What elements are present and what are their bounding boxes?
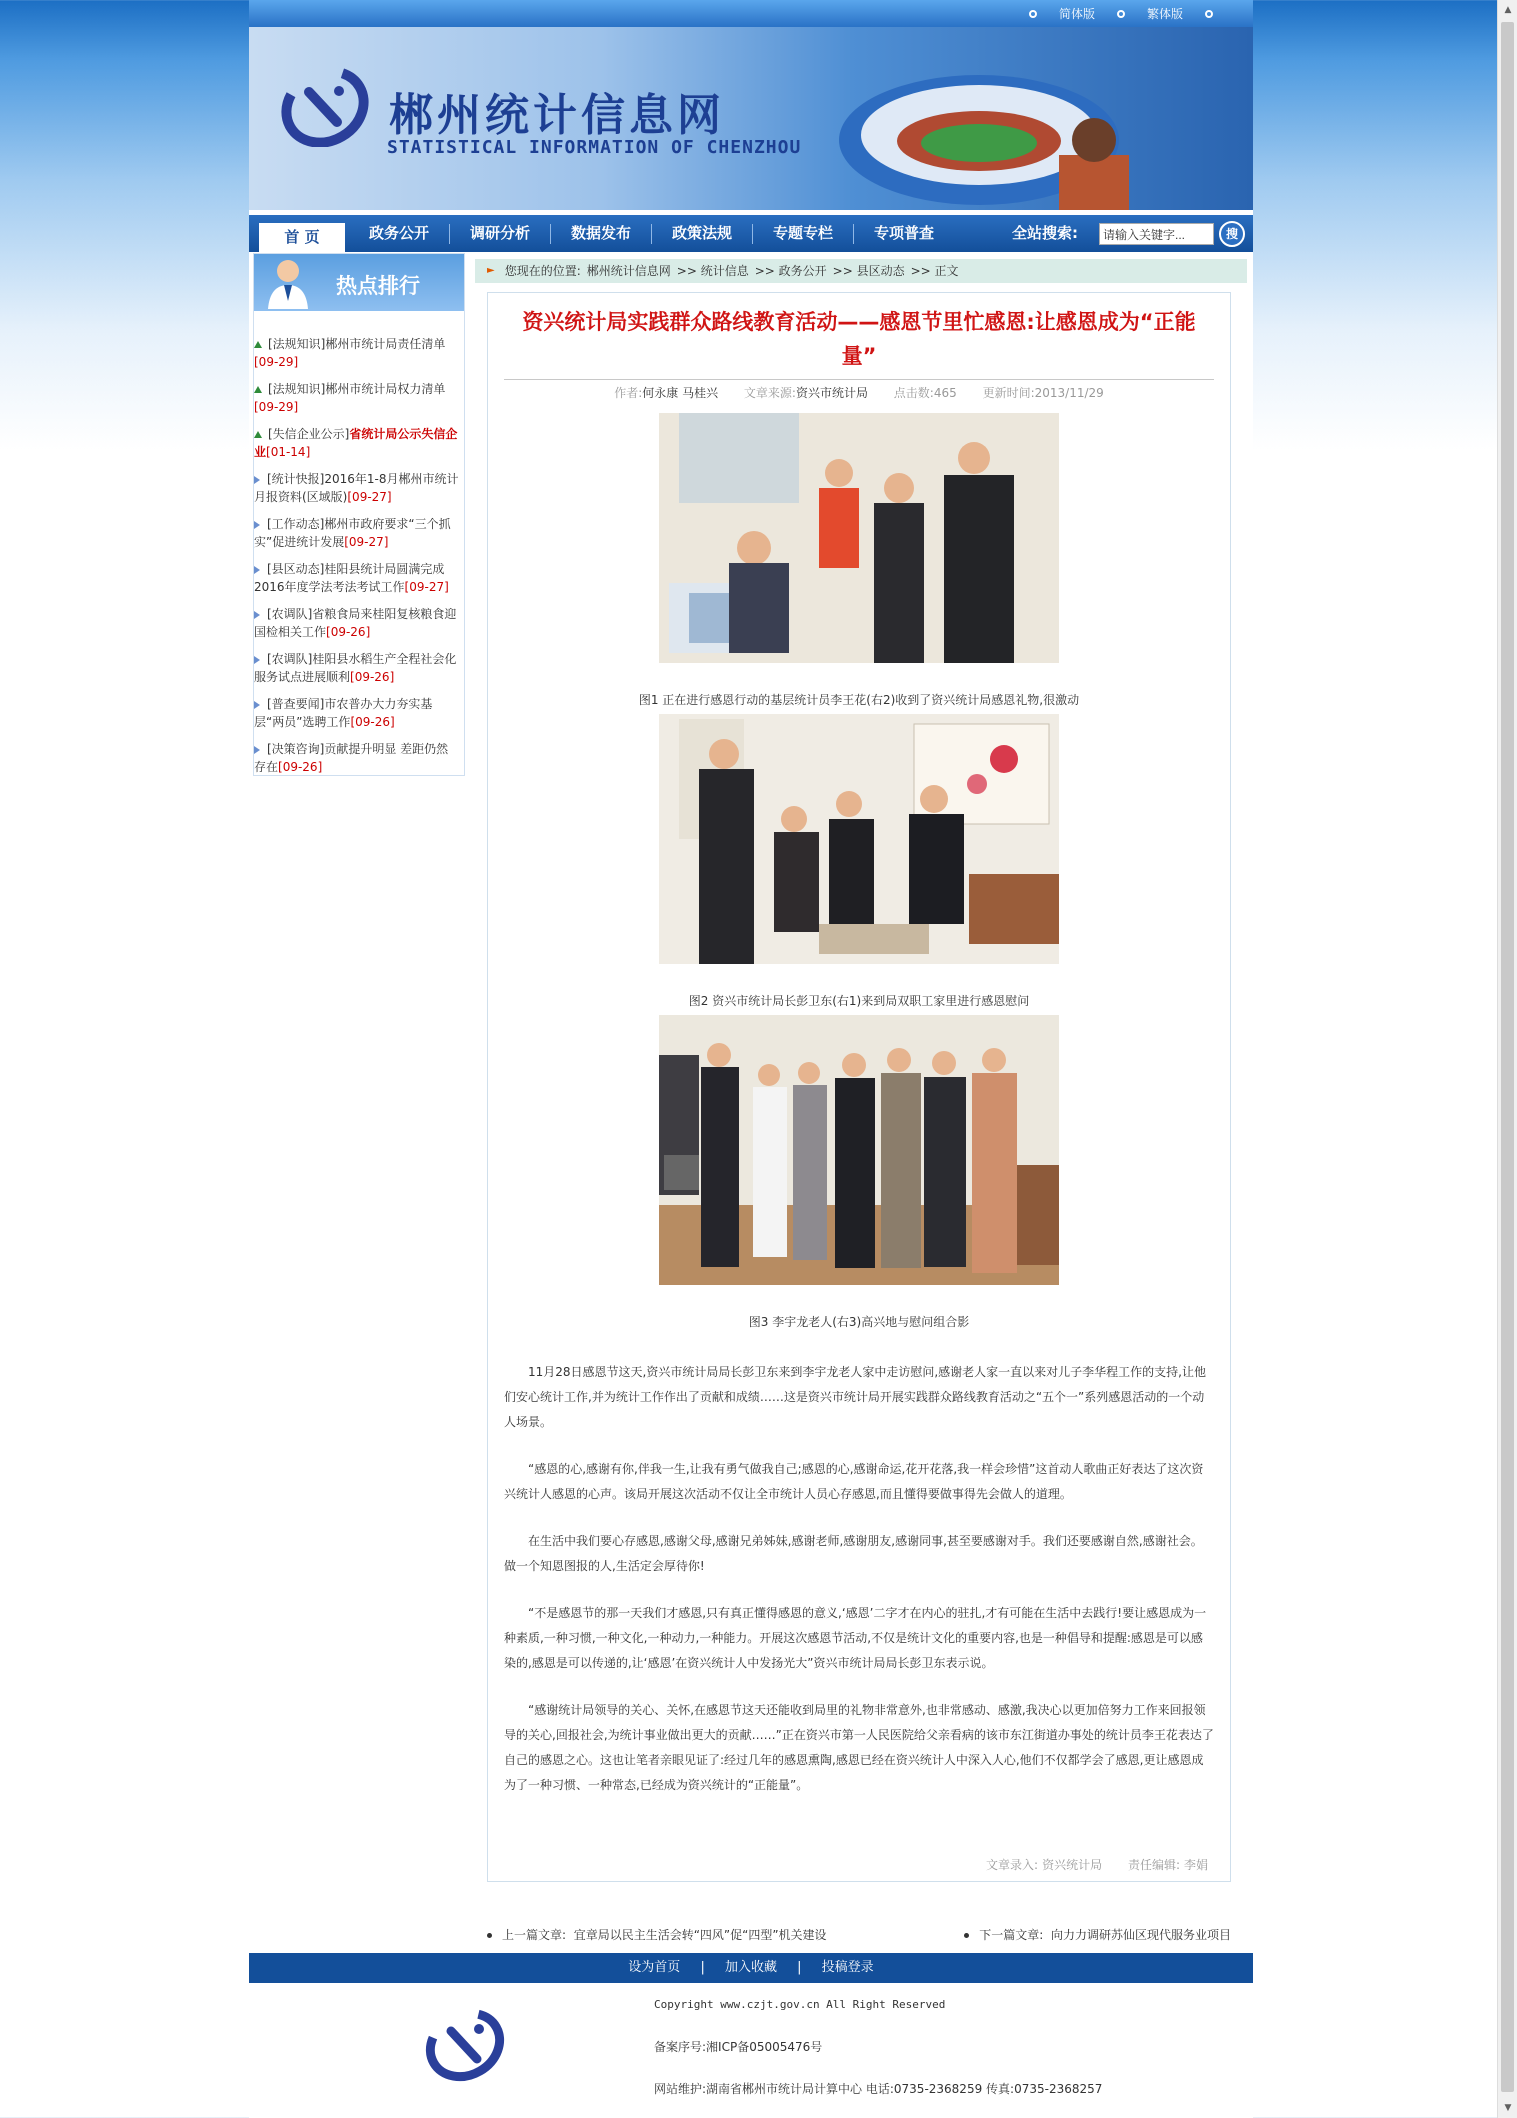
meta-author: 何永康 马桂兴 [642, 386, 719, 400]
article [487, 292, 1231, 1882]
hot-item[interactable] [254, 560, 460, 596]
meta-hits-label: 点击数: [893, 386, 934, 400]
entry-label: 文章录入: [986, 1858, 1039, 1872]
hot-item-link: [县区动态]桂阳县统计局圆满完成2016年度学法考法考试工作 [254, 562, 445, 594]
hot-item-date: [01-14] [266, 445, 311, 459]
article-photo-1 [659, 413, 1059, 663]
meta-source-label: 文章来源: [743, 386, 796, 400]
circle-bullet-icon [1029, 10, 1037, 18]
article-paragraph: 11月28日感恩节这天,资兴市统计局局长彭卫东来到李宇龙老人家中走访慰问,感谢老人家一直以来对儿子李华程工作的支持,让他们安心统计工作,并为统计工作作出了贡献和成绩……这是资兴市统计局开展实践群众路线教育活动之“五个一”系列感恩活动的一个动人场景。 [504, 1365, 1206, 1429]
hot-item-link: [农调队]省粮食局来桂阳复核粮食迎国检相关工作 [254, 607, 457, 639]
hot-item-highlight: 省统计局公示失信企业 [254, 427, 458, 459]
hot-item[interactable] [254, 380, 460, 416]
article-paragraph: “感谢统计局领导的关心、关怀,在感恩节这天还能收到局里的礼物非常意外,也非常感动、感激,我决心以更加倍努力工作来回报领导的关心,回报社会,为统计事业做出更大的贡献……”正在资兴市第一人民医院给父亲看病的该市东江街道办事处的统计员李王花表达了自己的感恩之心。这也让笔者亲眼见证了:经过几年的感恩熏陶,感恩已经在资兴统计人中深入人心,他们不仅都学会了感恩,更让感恩成为了一种习惯、一种常态,已经成为资兴统计的“正能量”。 [504, 1703, 1214, 1792]
nav-research[interactable]: 调研分析 [469, 224, 530, 242]
submit-login-link[interactable]: 投稿登录 [821, 1960, 874, 1975]
site-title-en: STATISTICAL INFORMATION OF CHENZHOU [387, 137, 802, 158]
hot-item-link: [农调队]桂阳县水稻生产全程社会化服务试点进展顺利 [254, 652, 457, 684]
simplified-link[interactable]: 简体版 [1058, 7, 1095, 21]
traditional-link[interactable]: 繁体版 [1146, 7, 1183, 21]
scrollbar-thumb[interactable] [1501, 22, 1514, 2092]
set-homepage-link[interactable]: 设为首页 [628, 1960, 681, 1975]
article-title: 资兴统计局实践群众路线教育活动——感恩节里忙感恩:让感恩成为“正能量” [522, 310, 1196, 368]
person-avatar-icon [266, 257, 310, 309]
hot-item-link: [法规知识]郴州市统计局责任清单 [268, 337, 446, 351]
breadcrumb-item[interactable]: >> 统计信息 [676, 264, 749, 278]
hot-item-date: [09-26] [350, 670, 395, 684]
hot-item[interactable] [254, 650, 460, 686]
circle-bullet-icon [1117, 10, 1125, 18]
article-photo-2 [659, 714, 1059, 964]
entry-value: 资兴统计局 [1042, 1858, 1103, 1872]
hot-ranking-list [254, 311, 464, 776]
footer-logo-icon [421, 2003, 509, 2085]
hot-ranking-panel [253, 253, 465, 776]
next-link[interactable]: 向力力调研苏仙区现代服务业项目 [1050, 1928, 1231, 1942]
meta-author-label: 作者: [614, 386, 643, 400]
blue-arrow-icon [254, 611, 260, 619]
footer-divider: | [700, 1960, 705, 1975]
breadcrumb-item: >> 正文 [910, 264, 959, 278]
site-footer [249, 1983, 1253, 2104]
meta-source: 资兴市统计局 [795, 386, 868, 400]
search-label: 全站搜索: [1012, 224, 1078, 242]
hot-item-date: [09-29] [254, 355, 299, 369]
nav-special-topics[interactable]: 专题专栏 [772, 224, 833, 242]
hot-item-link: [工作动态]郴州市政府要求“三个抓实”促进统计发展 [254, 517, 451, 549]
blue-arrow-icon [254, 476, 260, 484]
hot-item-link: [决策咨询]贡献提升明显 差距仍然存在 [254, 742, 449, 774]
nav-policy[interactable]: 政策法规 [671, 224, 732, 242]
hot-item-link: [统计快报]2016年1-8月郴州市统计月报资料(区域版) [254, 472, 459, 504]
stadium-image [829, 45, 1129, 210]
article-paragraph: 在生活中我们要心存感恩,感谢父母,感谢兄弟姊妹,感谢老师,感谢朋友,感谢同事,甚至要感谢对手。我们还要感谢自然,感谢社会。做一个知恩图报的人,生活定会厚待你! [504, 1534, 1203, 1573]
page-container [249, 0, 1253, 2118]
breadcrumb-item[interactable]: 郴州统计信息网 [586, 264, 671, 278]
nav-gov-affairs[interactable]: 政务公开 [368, 224, 429, 242]
circle-bullet-icon [1205, 10, 1213, 18]
main-nav [249, 215, 1253, 252]
hot-item-link: [普查要闻]市农普办大力夯实基层“两员”选聘工作 [254, 697, 433, 729]
nav-data-release[interactable]: 数据发布 [570, 224, 631, 242]
hot-item-date: [09-26] [278, 760, 323, 774]
breadcrumb-item[interactable]: >> 县区动态 [832, 264, 905, 278]
next-label: 下一篇文章: [979, 1928, 1044, 1942]
hot-item-date: [09-27] [344, 535, 389, 549]
breadcrumb [475, 259, 1247, 283]
breadcrumb-label: 您现在的位置: [504, 264, 581, 278]
hot-item[interactable] [254, 605, 460, 641]
search-button[interactable]: 搜 [1219, 221, 1245, 247]
article-paragraph: “不是感恩节的那一天我们才感恩,只有真正懂得感恩的意义,‘感恩’二字才在内心的驻扎,才有可能在生活中去践行!要让感恩成为一种素质,一种习惯,一种文化,一种动力,一种能力。开展这次感恩节活动,不仅是统计文化的重要内容,也是一种倡导和提醒:感恩是可以感染的,感恩是可以传递的,让‘感恩’在资兴统计人中发扬光大”资兴市统计局局长彭卫东表示说。 [504, 1606, 1207, 1670]
hot-item-date: [09-27] [347, 490, 392, 504]
article-paragraph: “感恩的心,感谢有你,伴我一生,让我有勇气做我自己;感恩的心,感谢命运,花开花落,我一样会珍惜”这首动人歌曲正好表达了这次资兴统计人感恩的心声。该局开展这次活动不仅让全市统计人员心存感恩,而且懂得要做事得先会做人的道理。 [504, 1462, 1204, 1501]
hot-item-date: [09-29] [254, 400, 299, 414]
nav-census[interactable]: 专项普查 [873, 224, 934, 242]
green-arrow-icon [254, 431, 262, 438]
blue-arrow-icon [254, 701, 260, 709]
hot-item-link: [法规知识]郴州市统计局权力清单 [268, 382, 446, 396]
hot-item[interactable] [254, 515, 460, 551]
article-photo-3 [659, 1015, 1059, 1285]
hot-item[interactable] [254, 425, 460, 461]
meta-hits: 465 [933, 386, 957, 400]
bullet-icon [964, 1933, 969, 1938]
arrow-icon: ► [487, 265, 495, 276]
icp-text: 备案序号:湘ICP备05005476号 [654, 2040, 823, 2054]
hot-item-link: [失信企业公示] [268, 427, 350, 441]
hot-item[interactable] [254, 470, 460, 506]
blue-arrow-icon [254, 521, 260, 529]
hot-item[interactable] [254, 740, 460, 776]
green-arrow-icon [254, 386, 262, 393]
hot-item-date: [09-27] [404, 580, 449, 594]
hot-item-date: [09-26] [350, 715, 395, 729]
blue-arrow-icon [254, 656, 260, 664]
hot-ranking-header [254, 254, 464, 311]
hot-item[interactable] [254, 695, 460, 731]
photo-caption-3: 图3 李宇龙老人(右3)高兴地与慰问组合影 [748, 1315, 970, 1329]
scroll-down-icon[interactable]: ▼ [1504, 2103, 1512, 2113]
blue-arrow-icon [254, 746, 260, 754]
prev-next-nav [487, 1926, 1231, 1943]
breadcrumb-item[interactable]: >> 政务公开 [754, 264, 827, 278]
site-banner [249, 27, 1253, 210]
hot-item-date: [09-26] [326, 625, 371, 639]
next-article[interactable] [964, 1926, 1231, 1943]
scroll-up-icon[interactable]: ▲ [1504, 5, 1512, 15]
bullet-icon [487, 1933, 492, 1938]
footer-links-bar [249, 1953, 1253, 1983]
green-arrow-icon [254, 341, 262, 348]
editor-label: 责任编辑: [1127, 1858, 1180, 1872]
footer-divider: | [797, 1960, 802, 1975]
meta-updated-label: 更新时间: [982, 386, 1035, 400]
editor-value: 李娟 [1183, 1858, 1208, 1872]
photo-caption-1: 图1 正在进行感恩行动的基层统计员李王花(右2)收到了资兴统计局感恩礼物,很激动 [638, 693, 1080, 707]
add-favorite-link[interactable]: 加入收藏 [724, 1960, 777, 1975]
blue-arrow-icon [254, 566, 260, 574]
site-logo-icon [279, 67, 371, 147]
hot-item[interactable] [254, 335, 460, 371]
window-scrollbar[interactable] [1497, 0, 1517, 2118]
meta-updated: 2013/11/29 [1034, 386, 1104, 400]
prev-link[interactable]: 宜章局以民主生活会转“四风”促“四型”机关建设 [573, 1928, 827, 1942]
article-meta [504, 379, 1214, 401]
prev-label: 上一篇文章: [502, 1928, 567, 1942]
hot-ranking-title: 热点排行 [336, 274, 420, 298]
site-title: 郴州统计信息网 [389, 90, 725, 141]
maintainer-text: 网站维护:湖南省郴州市统计局计算中心 电话:0735-2368259 传真:0735-2368257 [654, 2082, 1103, 2096]
prev-article[interactable] [487, 1926, 827, 1943]
search-input[interactable] [1099, 223, 1214, 245]
photo-caption-2: 图2 资兴市统计局长彭卫东(右1)来到局双职工家里进行感恩慰问 [688, 994, 1030, 1008]
article-footer [986, 1856, 1208, 1873]
top-bar [249, 0, 1253, 27]
footer-info [654, 1995, 1102, 2118]
nav-home[interactable]: 首 页 [259, 223, 345, 252]
copyright-text: Copyright www.czjt.gov.cn All Right Reserved [654, 1998, 946, 2011]
